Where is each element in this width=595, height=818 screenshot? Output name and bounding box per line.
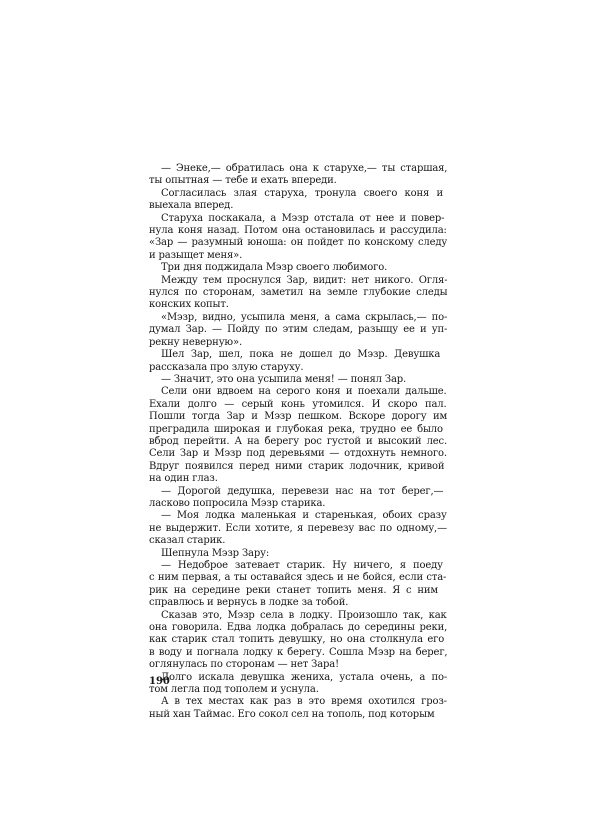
paragraph: [149, 560, 447, 610]
text-line: Шел Зар, шел, пока не дошел до Мэзр. Девушка: [161, 349, 441, 361]
paragraph: [149, 349, 447, 374]
paragraph: [149, 548, 447, 560]
text-line: как старик стал топить девушку, но она столкнула его: [149, 634, 445, 646]
text-line: Пошли тогда Зар и Мэзр пешком. Вскоре дорогу им: [149, 411, 447, 423]
text-line: ный хан Таймас. Его сокол сел на тополь, под которым: [149, 708, 435, 720]
paragraph: [149, 510, 447, 547]
text-line: на один глаз.: [149, 473, 218, 485]
text-line: Между тем проснулся Зар, видит: нет никого. Огля-: [161, 274, 447, 286]
text-line: и разыщет меня».: [149, 249, 243, 261]
text-line: — Недоброе затевает старик. Ну ничего, я поеду: [161, 560, 443, 571]
text-line: не выдержит. Если хотите, я перевезу вас по одному,—: [149, 522, 447, 534]
text-line: — Дорогой дедушка, перевези нас на тот берег,—: [161, 485, 444, 497]
paragraph: [149, 610, 447, 672]
text-line: Ехали долго — серый конь утомился. И скоро пал.: [149, 398, 447, 410]
paragraph: [149, 262, 447, 274]
paragraph: [149, 213, 447, 263]
text-line: нулся по сторонам, заметил на земле глубокие следы: [149, 287, 447, 299]
paragraph: [149, 188, 447, 213]
text-line: оглянулась по сторонам — нет Зара!: [149, 659, 339, 671]
text-line: конских копыт.: [149, 299, 229, 311]
text-line: «Мэзр, видно, усыпила меня, а сама скрылась,— по-: [161, 311, 447, 323]
paragraph: [149, 312, 447, 349]
page-number: 190: [149, 676, 170, 687]
text-line: сказал старик.: [149, 535, 226, 547]
paragraph: [149, 672, 447, 697]
text-line: — Моя лодка маленькая и старенькая, обоих сразу: [161, 510, 447, 522]
text-line: в воду и погнала лодку к берегу. Сошла Мэзр на берег,: [149, 646, 447, 658]
text-line: преградила широкая и глубокая река, трудно ее было: [149, 423, 443, 435]
paragraph: [149, 386, 447, 485]
text-line: ласково попросила Мэзр старика.: [149, 497, 326, 509]
paragraph: [149, 275, 447, 312]
text-line: Сели они вдвоем на серого коня и поехали дальше.: [161, 386, 447, 398]
text-line: Вдруг появился перед ними старик лодочник, кривой: [149, 460, 445, 472]
text-line: нула коня назад. Потом она остановилась и рассудила:: [149, 225, 447, 237]
text-line: — Энеке,— обратилась она к старухе,— ты старшая,: [161, 163, 447, 174]
text-line: Долго искала девушка жениха, устала очень, а по-: [161, 671, 447, 683]
text-line: справлюсь и вернусь в лодке за тобой.: [149, 597, 349, 609]
text-line: Шепнула Мэзр Зару:: [161, 547, 270, 559]
text-line: Согласилась злая старуха, тронула своего коня и: [161, 187, 443, 199]
text-line: Три дня поджидала Мэзр своего любимого.: [161, 262, 388, 274]
text-line: том легла под тополем и уснула.: [149, 684, 319, 696]
paragraph: [149, 486, 447, 511]
text-line: ты опытная — тебе и ехать впереди.: [149, 175, 337, 187]
text-line: рекну неверную».: [149, 336, 242, 348]
text-line: Сказав это, Мэзр села в лодку. Произошло так, как: [161, 609, 447, 621]
text-line: она говорила. Едва лодка добралась до середины реки,: [149, 622, 447, 634]
text-line: — Значит, это она усыпила меня! — понял Зар.: [161, 373, 407, 385]
text-line: «Зар — разумный юноша: он пойдет по конскому следу: [149, 237, 447, 249]
text-line: рассказала про злую старуху.: [149, 361, 304, 373]
text-line: Сели Зар и Мэзр под деревьями — отдохнуть немного.: [149, 448, 447, 460]
paragraph: [149, 374, 447, 386]
text-line: Старуха поскакала, а Мэзр отстала от нее и повер-: [161, 212, 445, 224]
text-line: выехала вперед.: [149, 200, 234, 212]
paragraph: [149, 163, 447, 188]
text-line: с ним первая, а ты оставайся здесь и не бойся, если ста-: [149, 572, 447, 584]
paragraph: [149, 696, 447, 721]
text-line: рик на середине реки станет топить меня. Я с ним: [149, 584, 439, 596]
text-line: думал Зар. — Пойду по этим следам, разыщу ее и уп-: [149, 324, 447, 336]
body-text: [149, 163, 447, 721]
text-line: вброд перейти. А на берегу рос густой и высокий лес.: [149, 435, 447, 447]
text-line: А в тех местах как раз в это время охотился гроз-: [161, 696, 447, 708]
